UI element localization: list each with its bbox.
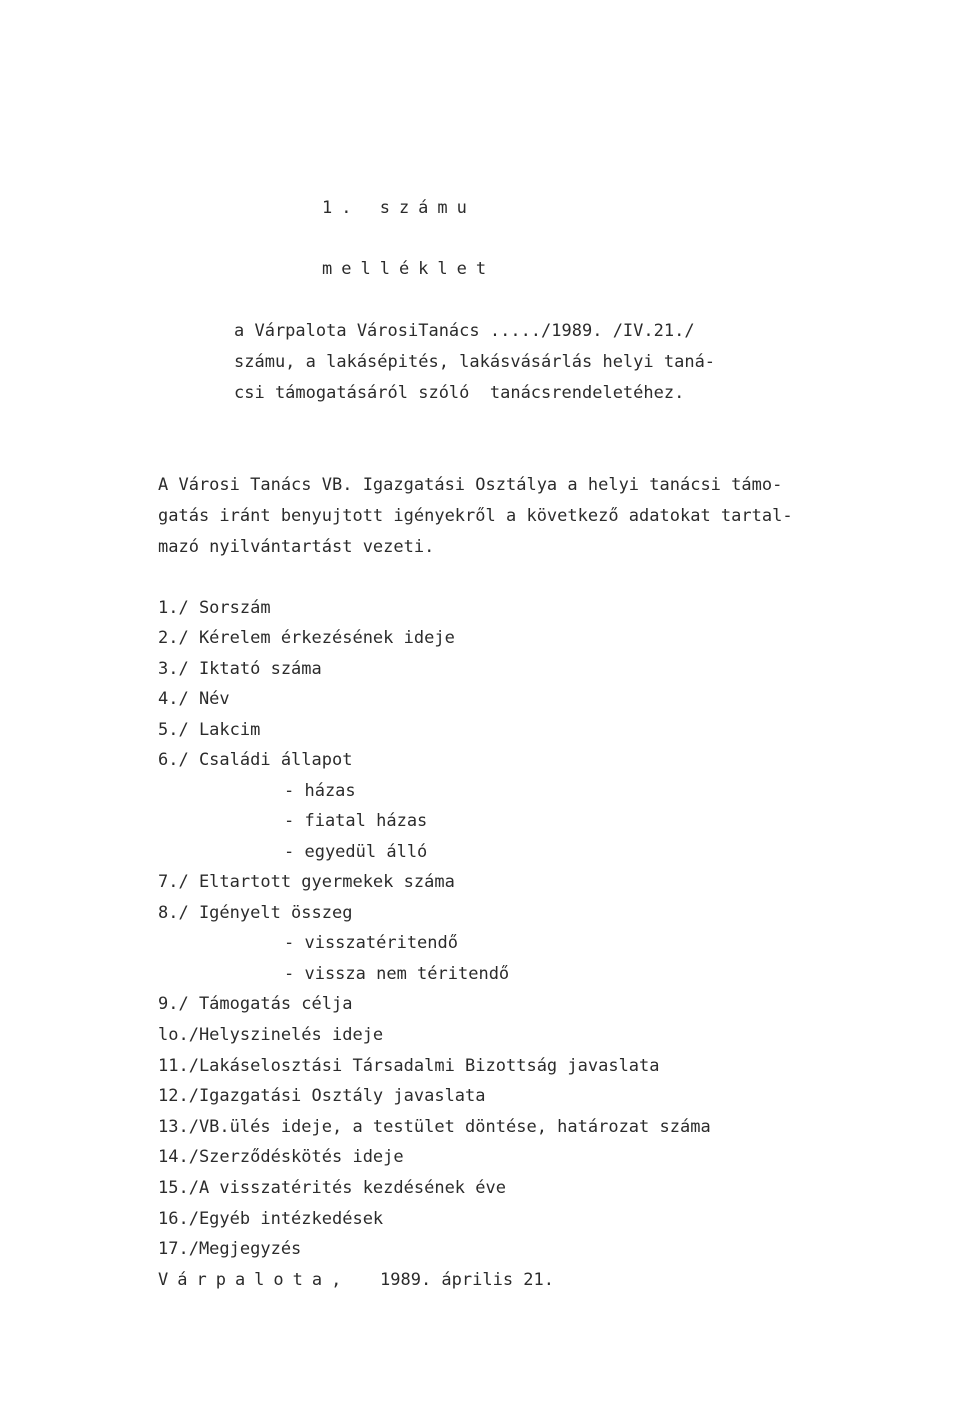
place-name: Várpalota, bbox=[158, 1270, 351, 1290]
list-subitem: - vissza nem téritendő bbox=[284, 964, 510, 984]
list-item: 4./ Név bbox=[158, 689, 230, 709]
document-date: 1989. április 21. bbox=[380, 1270, 554, 1290]
list-subitem: - házas bbox=[284, 781, 356, 801]
paragraph-line-3: mazó nyilvántartást vezeti. bbox=[158, 537, 435, 557]
list-subitem: - fiatal házas bbox=[284, 811, 428, 831]
list-item: 8./ Igényelt összeg bbox=[158, 903, 353, 923]
list-item: 6./ Családi állapot bbox=[158, 750, 353, 770]
list-subitem: - visszatéritendő bbox=[284, 933, 458, 953]
annex-number: 1. számu bbox=[322, 198, 476, 218]
list-item: 11./Lakáselosztási Társadalmi Bizottság javaslata bbox=[158, 1056, 660, 1076]
paragraph-line-2: gatás iránt benyujtott igényekről a következő adatokat tartal- bbox=[158, 506, 793, 526]
list-item: 9./ Támogatás célja bbox=[158, 994, 353, 1014]
paragraph-line-1: A Városi Tanács VB. Igazgatási Osztálya a helyi tanácsi támo- bbox=[158, 475, 783, 495]
list-item: 5./ Lakcim bbox=[158, 720, 261, 740]
list-item: 12./Igazgatási Osztály javaslata bbox=[158, 1086, 486, 1106]
list-item: 15./A visszatérités kezdésének éve bbox=[158, 1178, 506, 1198]
intro-line-1: a Várpalota VárosiTanács ...../1989. /IV.21./ bbox=[234, 321, 695, 341]
annex-title: melléklet bbox=[322, 259, 496, 279]
list-item: 13./VB.ülés ideje, a testület döntése, határozat száma bbox=[158, 1117, 711, 1137]
list-item: 14./Szerződéskötés ideje bbox=[158, 1147, 404, 1167]
list-item: 2./ Kérelem érkezésének ideje bbox=[158, 628, 455, 648]
list-item: 3./ Iktató száma bbox=[158, 659, 322, 679]
list-item: lo./Helyszinelés ideje bbox=[158, 1025, 384, 1045]
intro-line-3: csi támogatásáról szóló tanácsrendeletéhez. bbox=[234, 383, 685, 403]
list-item: 1./ Sorszám bbox=[158, 598, 271, 618]
list-subitem: - egyedül álló bbox=[284, 842, 428, 862]
intro-line-2: számu, a lakásépités, lakásvásárlás helyi taná- bbox=[234, 352, 716, 372]
list-item: 17./Megjegyzés bbox=[158, 1239, 302, 1259]
list-item: 7./ Eltartott gyermekek száma bbox=[158, 872, 455, 892]
list-item: 16./Egyéb intézkedések bbox=[158, 1209, 384, 1229]
